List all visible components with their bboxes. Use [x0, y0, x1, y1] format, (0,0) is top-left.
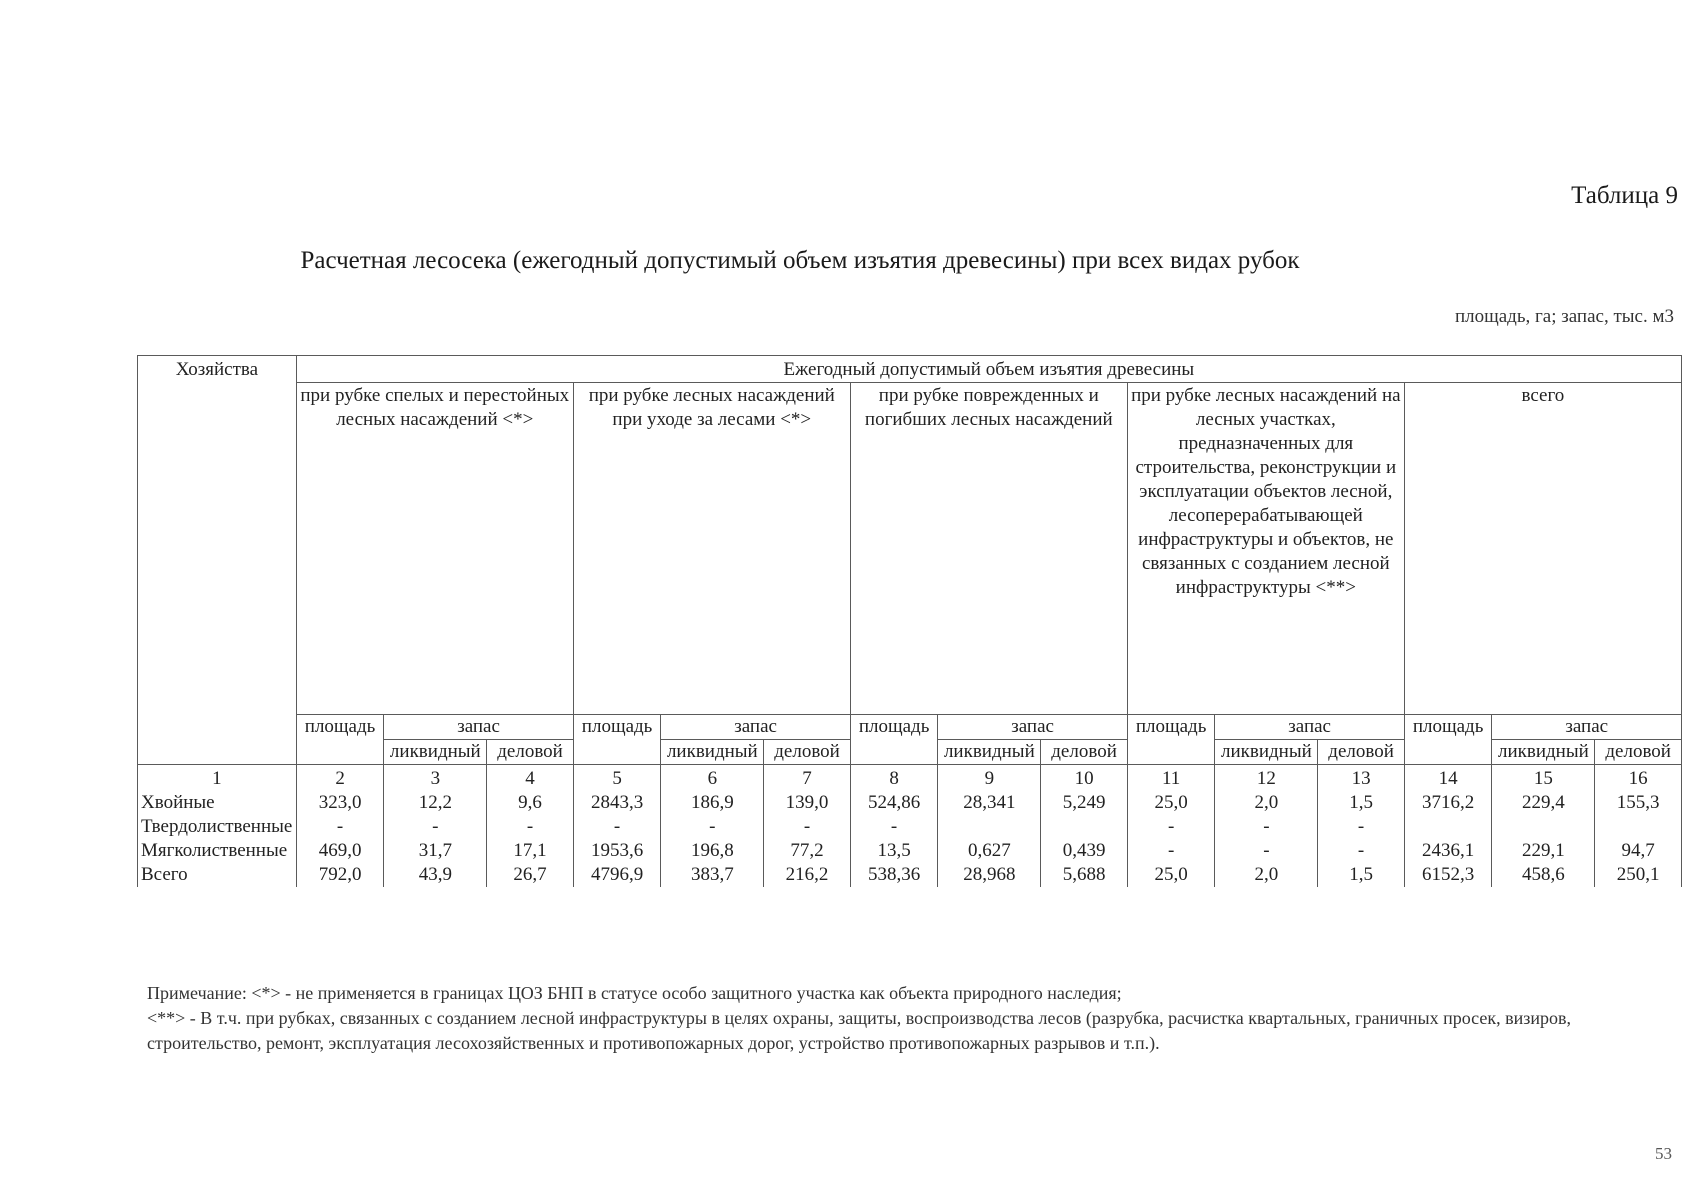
- column-number: 15: [1492, 765, 1595, 792]
- column-number-row: [138, 765, 1682, 792]
- table-cell: 323,0: [296, 791, 384, 815]
- table-cell: 9,6: [487, 791, 574, 815]
- table-cell: -: [384, 815, 487, 839]
- table-cell: -: [1127, 815, 1215, 839]
- table-cell: 5,249: [1041, 791, 1128, 815]
- header-area: площадь: [573, 715, 661, 765]
- header-group-infrastructure: при рубке лесных насаждений на лесных участках, предназначенных для строительства, реконструкции и эксплуатации объектов лесной, лесоперерабатывающей инфраструктуры и объектов, не связанных с созданием лесной инфраструктуры <**>: [1127, 383, 1404, 715]
- table-cell: 524,86: [850, 791, 938, 815]
- note-1: Примечание: <*> - не применяется в границах ЦОЗ БНП в статусе особо защитного участка как объекта природного наследия;: [147, 983, 1122, 1003]
- table-cell: 5,688: [1041, 863, 1128, 887]
- header-business: деловой: [1595, 740, 1682, 765]
- column-number: 13: [1318, 765, 1405, 792]
- table-cell: 0,439: [1041, 839, 1128, 863]
- table-cell: 1,5: [1318, 791, 1405, 815]
- header-business: деловой: [487, 740, 574, 765]
- column-number: 10: [1041, 765, 1128, 792]
- header-stock: запас: [938, 715, 1127, 740]
- column-number: 6: [661, 765, 764, 792]
- header-group-total: всего: [1404, 383, 1681, 715]
- table-cell: -: [1318, 839, 1405, 863]
- column-number: 7: [764, 765, 851, 792]
- header-liquid: ликвидный: [661, 740, 764, 765]
- table-row: [138, 815, 1682, 839]
- table-row: [138, 791, 1682, 815]
- header-farms: Хозяйства: [138, 356, 297, 765]
- table-cell: 186,9: [661, 791, 764, 815]
- table-cell: 77,2: [764, 839, 851, 863]
- header-group-thinning: при рубке лесных насаждений при уходе за лесами <*>: [573, 383, 850, 715]
- column-number: 2: [296, 765, 384, 792]
- table-row: [138, 839, 1682, 863]
- column-number: 16: [1595, 765, 1682, 792]
- column-number: 12: [1215, 765, 1318, 792]
- table-cell: 2,0: [1215, 791, 1318, 815]
- table-cell: 17,1: [487, 839, 574, 863]
- table-cell: 1953,6: [573, 839, 661, 863]
- column-number: 5: [573, 765, 661, 792]
- table-label: Таблица 9: [1571, 182, 1678, 209]
- header-liquid: ликвидный: [384, 740, 487, 765]
- table-cell: 458,6: [1492, 863, 1595, 887]
- table-cell: [1492, 815, 1595, 839]
- header-liquid: ликвидный: [938, 740, 1041, 765]
- page-number: 53: [1655, 1144, 1672, 1163]
- header-stock: запас: [1492, 715, 1682, 740]
- header-business: деловой: [764, 740, 851, 765]
- table-row-total: [138, 863, 1682, 887]
- column-number: 9: [938, 765, 1041, 792]
- table-cell: 4796,9: [573, 863, 661, 887]
- row-name: Всего: [138, 863, 297, 887]
- table-cell: -: [764, 815, 851, 839]
- table-cell: -: [487, 815, 574, 839]
- table-cell: 139,0: [764, 791, 851, 815]
- table-cell: 28,341: [938, 791, 1041, 815]
- table-cell: 25,0: [1127, 863, 1215, 887]
- column-number: 1: [138, 765, 297, 792]
- table-cell: 383,7: [661, 863, 764, 887]
- table-cell: -: [1318, 815, 1405, 839]
- header-business: деловой: [1318, 740, 1405, 765]
- table-cell: 538,36: [850, 863, 938, 887]
- table-cell: -: [661, 815, 764, 839]
- table-cell: -: [1215, 815, 1318, 839]
- table-cell: 2,0: [1215, 863, 1318, 887]
- header-business: деловой: [1041, 740, 1128, 765]
- table-notes: [147, 981, 1672, 1056]
- table-cell: 31,7: [384, 839, 487, 863]
- header-area: площадь: [296, 715, 384, 765]
- table-cell: 28,968: [938, 863, 1041, 887]
- table-cell: -: [296, 815, 384, 839]
- table-cell: 0,627: [938, 839, 1041, 863]
- header-area: площадь: [850, 715, 938, 765]
- table-cell: 2436,1: [1404, 839, 1492, 863]
- table-cell: 216,2: [764, 863, 851, 887]
- table-cell: 196,8: [661, 839, 764, 863]
- harvest-table: [137, 355, 1682, 887]
- table-cell: 792,0: [296, 863, 384, 887]
- table-cell: -: [850, 815, 938, 839]
- column-number: 14: [1404, 765, 1492, 792]
- table-cell: -: [573, 815, 661, 839]
- header-stock: запас: [661, 715, 850, 740]
- table-cell: [1404, 815, 1492, 839]
- table-cell: 26,7: [487, 863, 574, 887]
- header-group-mature: при рубке спелых и перестойных лесных насаждений <*>: [296, 383, 573, 715]
- units-label: площадь, га; запас, тыс. м3: [1454, 306, 1674, 327]
- row-name: Хвойные: [138, 791, 297, 815]
- table-cell: [938, 815, 1041, 839]
- document-title: Расчетная лесосека (ежегодный допустимый объем изъятия древесины) при всех видах рубок: [300, 247, 1300, 274]
- table-cell: 43,9: [384, 863, 487, 887]
- header-group-damaged: при рубке поврежденных и погибших лесных насаждений: [850, 383, 1127, 715]
- table-cell: 13,5: [850, 839, 938, 863]
- table-cell: -: [1127, 839, 1215, 863]
- note-2: <**> - В т.ч. при рубках, связанных с созданием лесной инфраструктуры в целях охраны, защиты, воспроизводства лесов (разрубка, расчистка квартальных, граничных просек, визиров, строительство, ремонт, эксплуатация лесохозяйственных и противопожарных дорог, устройство противопожарных разрывов и т.п.).: [147, 1008, 1571, 1053]
- header-liquid: ликвидный: [1215, 740, 1318, 765]
- table-cell: 1,5: [1318, 863, 1405, 887]
- header-stock: запас: [384, 715, 573, 740]
- header-area: площадь: [1404, 715, 1492, 765]
- table-cell: -: [1215, 839, 1318, 863]
- column-number: 3: [384, 765, 487, 792]
- table-cell: 94,7: [1595, 839, 1682, 863]
- table-cell: 6152,3: [1404, 863, 1492, 887]
- table-cell: 229,1: [1492, 839, 1595, 863]
- header-annual-volume: Ежегодный допустимый объем изъятия древесины: [296, 356, 1681, 383]
- header-stock: запас: [1215, 715, 1404, 740]
- table-cell: [1041, 815, 1128, 839]
- table-cell: 155,3: [1595, 791, 1682, 815]
- table-cell: [1595, 815, 1682, 839]
- header-area: площадь: [1127, 715, 1215, 765]
- table-cell: 3716,2: [1404, 791, 1492, 815]
- row-name: Твердолиственные: [138, 815, 297, 839]
- table-cell: 2843,3: [573, 791, 661, 815]
- table-cell: 469,0: [296, 839, 384, 863]
- column-number: 4: [487, 765, 574, 792]
- table-cell: 12,2: [384, 791, 487, 815]
- column-number: 8: [850, 765, 938, 792]
- row-name: Мягколиственные: [138, 839, 297, 863]
- table-cell: 25,0: [1127, 791, 1215, 815]
- header-liquid: ликвидный: [1492, 740, 1595, 765]
- column-number: 11: [1127, 765, 1215, 792]
- table-cell: 229,4: [1492, 791, 1595, 815]
- table-cell: 250,1: [1595, 863, 1682, 887]
